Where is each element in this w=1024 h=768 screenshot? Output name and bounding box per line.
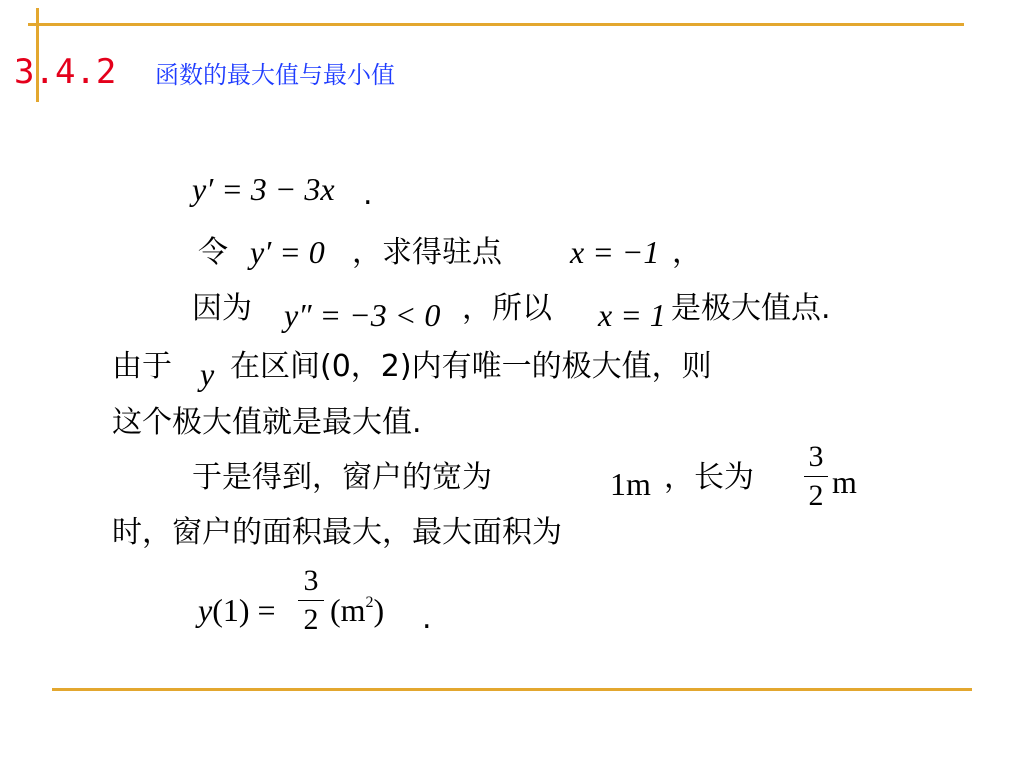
derivative-zero-equation: y′ = 0	[250, 234, 325, 270]
max-point-equation: x = 1	[598, 297, 666, 333]
area-unit-open: (m	[330, 592, 366, 628]
length-fraction-numerator: 3	[808, 440, 824, 473]
length-fraction	[804, 442, 828, 511]
text-length: ，长为	[664, 460, 754, 495]
derivative-equation: y′ = 3 − 3x	[192, 171, 335, 207]
length-unit: m	[832, 464, 857, 500]
bottom-rule	[52, 688, 972, 691]
text-since: 由于	[112, 349, 172, 384]
top-rule	[28, 23, 964, 26]
area-unit-exponent: 2	[365, 594, 374, 611]
area-fraction-denominator: 2	[303, 603, 319, 636]
variable-y: y	[200, 356, 215, 392]
text-because: 因为	[192, 291, 252, 326]
final-period: .	[422, 601, 432, 636]
text-ling: 令	[198, 235, 228, 270]
length-fraction-bar	[804, 476, 828, 477]
text-max-is-maximum: 这个极大值就是最大值.	[112, 405, 422, 440]
equation-period: .	[363, 177, 373, 212]
section-number: 3.4.2	[14, 52, 117, 92]
text-interval: 在区间(0，2)内有唯一的极大值，则	[230, 349, 712, 384]
text-width: 于是得到，窗户的宽为	[192, 460, 492, 495]
area-fraction-bar	[298, 600, 324, 601]
area-lhs-rest: (1) =	[212, 592, 276, 628]
area-unit	[330, 594, 384, 626]
width-value: 1m	[610, 466, 651, 502]
area-fraction	[298, 566, 324, 635]
comma: ，	[672, 235, 702, 270]
area-lhs-var: y	[198, 592, 213, 628]
text-max-area: 时，窗户的面积最大，最大面积为	[112, 515, 562, 550]
area-unit-close: )	[373, 592, 385, 628]
area-fraction-numerator: 3	[303, 564, 319, 597]
stationary-point-equation: x = −1	[570, 234, 660, 270]
text-therefore: ，所以	[462, 291, 552, 326]
text-stationary-point: ，求得驻点	[352, 235, 502, 270]
text-is-max-point: 是极大值点.	[671, 291, 831, 326]
length-fraction-denominator: 2	[808, 479, 824, 512]
page-title: 函数的最大值与最小值	[155, 61, 395, 89]
area-lhs	[198, 594, 276, 626]
second-derivative-equation: y″ = −3 < 0	[284, 297, 441, 333]
